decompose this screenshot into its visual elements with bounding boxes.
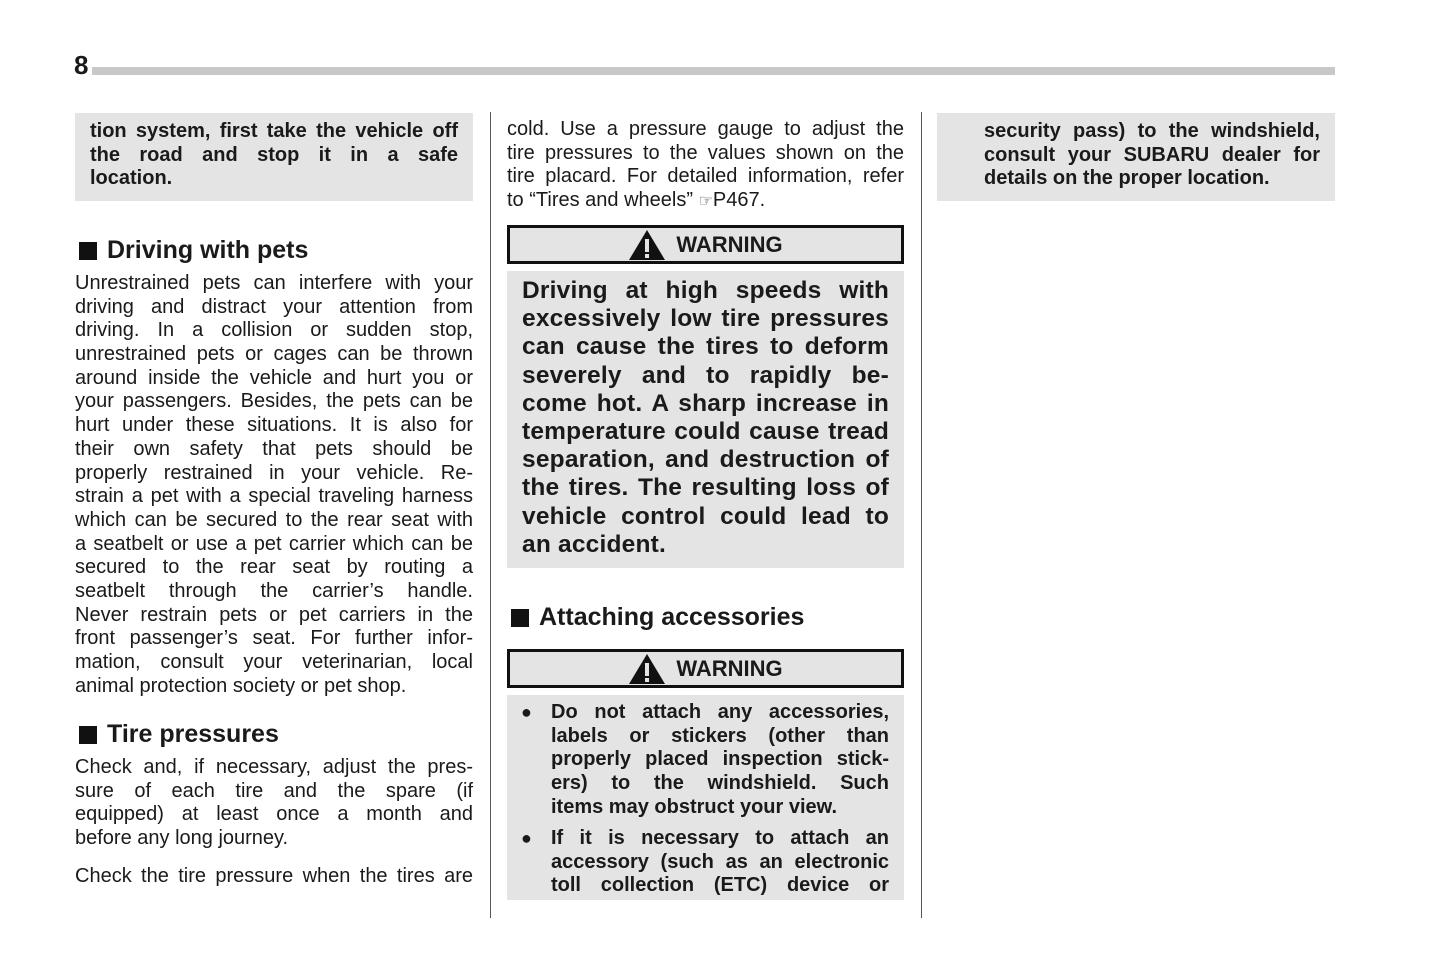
section-heading-driving-with-pets bbox=[79, 236, 308, 265]
text-line: secured to the rear seat by routing a bbox=[75, 556, 473, 579]
text-block bbox=[507, 118, 904, 189]
heading-text: Attaching accessories bbox=[539, 603, 805, 631]
text-line: separation, and destruction of bbox=[522, 446, 889, 474]
text-line: around inside the vehicle and hurt you or bbox=[75, 366, 473, 389]
text-block bbox=[90, 120, 458, 191]
text-line: Check the tire pressure when the tires are bbox=[75, 865, 473, 887]
text-line: before any long journey. bbox=[75, 827, 289, 850]
text-block bbox=[551, 701, 889, 819]
text-line: toll collection (ETC) device or bbox=[551, 874, 889, 897]
text-line: your passengers. Besides, the pets can be bbox=[75, 390, 473, 413]
column-divider bbox=[921, 112, 922, 918]
text-line: Do not attach any accessories, bbox=[551, 701, 889, 723]
text-line: seatbelt through the carrier’s handle. bbox=[75, 579, 473, 602]
text-line: the tires. The resulting loss of bbox=[522, 474, 889, 502]
section-heading-tire-pressures bbox=[79, 720, 279, 749]
text-line: temperature could cause tread bbox=[522, 417, 889, 445]
text-line: Unrestrained pets can interfere with your bbox=[75, 272, 473, 294]
text-block bbox=[984, 120, 1320, 191]
text-block bbox=[75, 865, 473, 889]
text-line: tire placard. For detailed information, refer bbox=[507, 165, 904, 188]
text-line: which can be secured to the rear seat with bbox=[75, 508, 473, 531]
page-reference-link[interactable]: P467. bbox=[712, 189, 766, 212]
paragraph-pets bbox=[75, 272, 473, 698]
text-line: equipped) at least once a month and bbox=[75, 803, 473, 826]
bullet-dot-icon: ● bbox=[521, 828, 532, 848]
section-bullet-icon bbox=[79, 726, 97, 744]
text-line: labels or stickers (other than bbox=[551, 724, 889, 747]
text-line: Never restrain pets or pet carriers in the bbox=[75, 603, 473, 626]
text-line: come hot. A sharp increase in bbox=[522, 389, 889, 417]
text-line: hurt under these situations. It is also for bbox=[75, 414, 473, 437]
text-line: items may obstruct your view. bbox=[551, 795, 838, 818]
warning-label: WARNING bbox=[676, 655, 783, 681]
pointing-hand-icon: ☞ bbox=[698, 193, 713, 211]
text-line: animal protection society or pet shop. bbox=[75, 674, 407, 697]
reference-line: to “Tires and wheels” ☞P467. bbox=[507, 189, 766, 212]
text-line: Check and, if necessary, adjust the pres- bbox=[75, 756, 473, 778]
text-line: sure of each tire and the spare (if bbox=[75, 779, 473, 802]
text-line: accessory (such as an electronic bbox=[551, 850, 889, 873]
section-heading-attaching-accessories bbox=[511, 603, 804, 632]
text-line: strain a pet with a special traveling harness bbox=[75, 485, 473, 508]
text-line: location. bbox=[90, 167, 173, 190]
text-line: tion system, first take the vehicle off bbox=[90, 120, 458, 142]
bullet-item bbox=[507, 827, 904, 898]
caution-box-continued bbox=[75, 113, 473, 201]
text-line: an accident. bbox=[522, 530, 667, 558]
bullet-dot-icon: ● bbox=[521, 702, 532, 722]
text-line: unrestrained pets or cages can be thrown bbox=[75, 343, 473, 366]
page-number: 8 bbox=[74, 50, 89, 80]
warning-header bbox=[507, 225, 904, 264]
header-rule bbox=[92, 67, 1335, 75]
text-line: properly restrained in your vehicle. Re- bbox=[75, 461, 473, 484]
text-line: driving and distract your attention from bbox=[75, 295, 473, 318]
warning-triangle-icon bbox=[628, 653, 666, 685]
text-line: If it is necessary to attach an bbox=[551, 827, 889, 849]
text-line: the road and stop it in a safe bbox=[90, 143, 458, 166]
text-line: can cause the tires to deform bbox=[522, 333, 889, 361]
text-line: mation, consult your veterinarian, local bbox=[75, 651, 473, 673]
text-line: details on the proper location. bbox=[984, 167, 1270, 190]
paragraph-tire-pressures bbox=[75, 756, 473, 851]
text-line: their own safety that pets should be bbox=[75, 437, 473, 460]
text-line: excessively low tire pressures bbox=[522, 305, 889, 333]
paragraph-check-pressure bbox=[75, 865, 473, 889]
warning-triangle-icon bbox=[628, 229, 666, 261]
paragraph-cold-tires bbox=[507, 118, 904, 213]
text-line: security pass) to the windshield, bbox=[984, 120, 1320, 142]
caution-box-windshield bbox=[937, 113, 1335, 201]
text-line: Driving at high speeds with bbox=[522, 277, 889, 304]
text-line: front passenger’s seat. For further infor- bbox=[75, 627, 473, 650]
warning-label: WARNING bbox=[676, 231, 783, 257]
text-block bbox=[75, 756, 473, 851]
warning-header bbox=[507, 649, 904, 688]
text-line: ers) to the windshield. Such bbox=[551, 772, 889, 795]
text-line: cold. Use a pressure gauge to adjust the bbox=[507, 118, 904, 140]
text-line: consult your SUBARU dealer for bbox=[984, 143, 1320, 166]
heading-text: Driving with pets bbox=[107, 236, 309, 264]
heading-text: Tire pressures bbox=[107, 720, 279, 748]
section-bullet-icon bbox=[511, 609, 529, 627]
warning-box-accessories bbox=[507, 695, 904, 900]
text-block bbox=[551, 827, 889, 898]
text-line: tire pressures to the values shown on the bbox=[507, 141, 904, 164]
text-line: vehicle control could lead to bbox=[522, 502, 889, 530]
bullet-item bbox=[507, 701, 904, 819]
text-line: severely and to rapidly be- bbox=[522, 361, 889, 389]
warning-box-tire-speed bbox=[507, 271, 904, 568]
text-line: driving. In a collision or sudden stop, bbox=[75, 319, 473, 342]
section-bullet-icon bbox=[79, 242, 97, 260]
column-divider bbox=[490, 112, 491, 918]
text-line: a seatbelt or use a pet carrier which can be bbox=[75, 532, 473, 555]
text-block bbox=[522, 277, 889, 559]
text-block bbox=[75, 272, 473, 698]
text-line: properly placed inspection stick- bbox=[551, 748, 889, 771]
